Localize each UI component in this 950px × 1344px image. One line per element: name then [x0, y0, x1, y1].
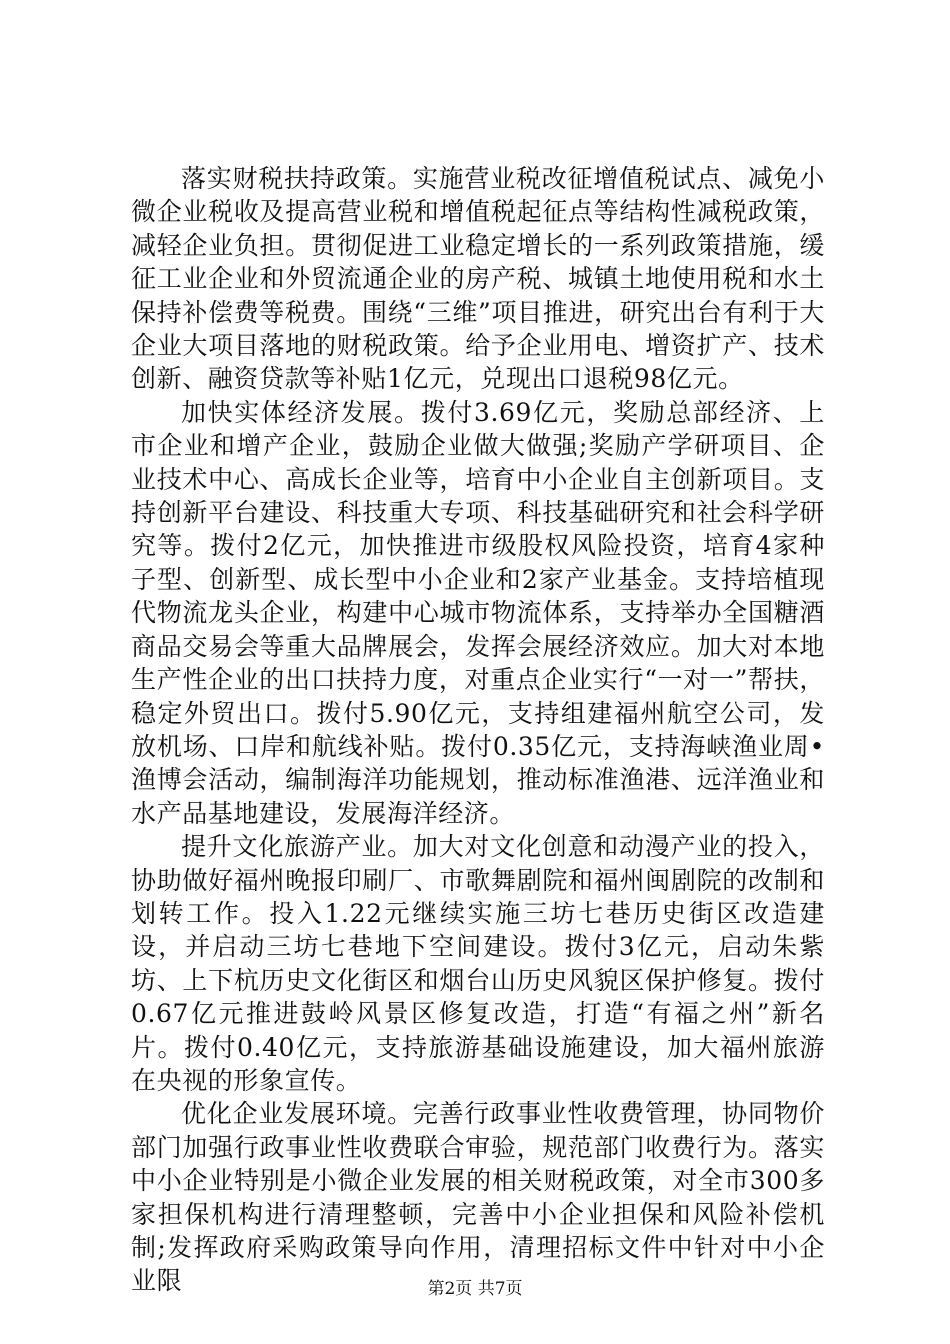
- paragraph-real-economy: 加快实体经济发展。拨付3.69亿元，奖励总部经济、上市企业和增产企业，鼓励企业做大做强;奖励产学研项目、企业技术中心、高成长企业等，培育中小企业自主创新项目。支持创新平台建设、科技重大专项、科技基础研究和社会科学研究等。拨付2亿元，加快推进市级股权风险投资，培育4家种子型、创新型、成长型中小企业和2家产业基金。支持培植现代物流龙头企业，构建中心城市物流体系，支持举办全国糖酒商品交易会等重大品牌展会，发挥会展经济效应。加大对本地生产性企业的出口扶持力度，对重点企业实行“一对一”帮扶，稳定外贸出口。拨付5.90亿元，支持组建福州航空公司，发放机场、口岸和航线补贴。拨付0.35亿元，支持海峡渔业周•渔博会活动，编制海洋功能规划，推动标准渔港、远洋渔业和水产品基地建设，发展海洋经济。: [131, 397, 825, 828]
- page-number-footer: 第2页 共7页: [427, 1279, 523, 1299]
- paragraph-fiscal-tax-support: 落实财税扶持政策。实施营业税改征增值税试点、减免小微企业税收及提高营业税和增值税起征点等结构性减税政策，减轻企业负担。贯彻促进工业稳定增长的一系列政策措施，缓征工业企业和外贸流通企业的房产税、城镇土地使用税和水土保持补偿费等税费。围绕“三维”项目推进，研究出台有利于大企业大项目落地的财税政策。给予企业用电、增资扩产、技术创新、融资贷款等补贴1亿元，兑现出口退税98亿元。: [131, 164, 825, 394]
- paragraph-business-environment: 优化企业发展环境。完善行政事业性收费管理，协同物价部门加强行政事业性收费联合审验，规范部门收费行为。落实中小企业特别是小微企业发展的相关财税政策，对全市300多家担保机构进行清理整顿，完善中小企业担保和风险补偿机制;发挥政府采购政策导向作用，清理招标文件中针对中小企业限: [131, 1099, 825, 1296]
- paragraph-culture-tourism: 提升文化旅游产业。加大对文化创意和动漫产业的投入，协助做好福州晚报印刷厂、市歌舞剧院和福州闽剧院的改制和划转工作。投入1.22元继续实施三坊七巷历史街区改造建设，并启动三坊七巷地下空间建设。拨付3亿元，启动朱紫坊、上下杭历史文化街区和烟台山历史风貌区保护修复。拨付0.67亿元推进鼓岭风景区修复改造，打造“有福之州”新名片。拨付0.40亿元，支持旅游基础设施建设，加大福州旅游在央视的形象宣传。: [131, 832, 825, 1095]
- document-body: [131, 162, 825, 1298]
